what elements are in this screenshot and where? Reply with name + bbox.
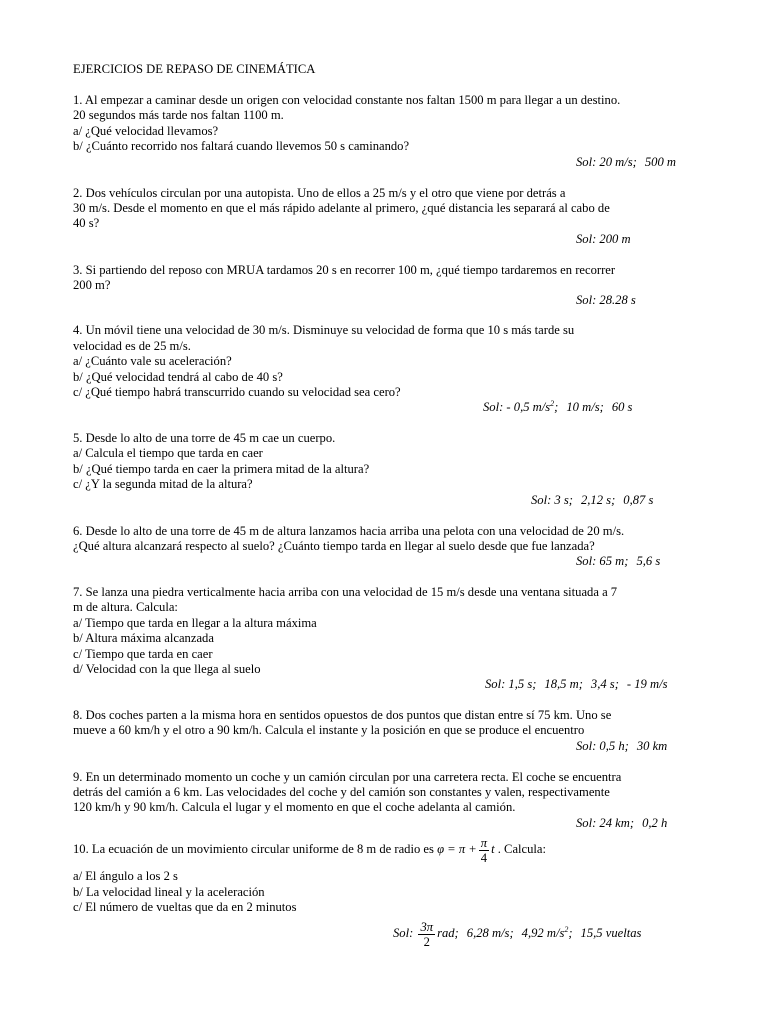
exercise-4-line-2: velocidad es de 25 m/s. — [73, 339, 191, 353]
exercise-5-line-1: 5. Desde lo alto de una torre de 45 m cae un cuerpo. — [73, 431, 336, 445]
exercise-4-question-a: a/ ¿Cuánto vale su aceleración? — [73, 354, 232, 368]
exercise-10-question-a: a/ El ángulo a los 2 s — [73, 869, 178, 883]
fraction-numerator: 3π — [420, 919, 434, 934]
exercise-9-solution — [576, 816, 667, 832]
exercise-1-line-1: 1. Al empezar a caminar desde un origen con velocidad constante nos faltan 1500 m para llegar a un destino. — [73, 93, 621, 107]
solution-part: 10 m/s; — [566, 400, 604, 414]
squared-superscript: 2 — [550, 399, 555, 408]
exercise-1-question-a: a/ ¿Qué velocidad llevamos? — [73, 124, 219, 138]
solution-prefix: Sol: — [393, 926, 414, 940]
exercise-7-question-c: c/ Tiempo que tarda en caer — [73, 647, 213, 661]
solution-part: 500 m — [644, 155, 677, 169]
exercise-5-question-b: b/ ¿Qué tiempo tarda en caer la primera mitad de la altura? — [73, 462, 370, 476]
solution-part: rad; — [437, 926, 459, 940]
exercise-9-line-3: 120 km/h y 90 km/h. Calcula el lugar y el momento en que el coche adelanta al camión. — [73, 800, 516, 814]
fraction-denominator: 2 — [423, 934, 430, 949]
exercise-2-line-3: 40 s? — [73, 216, 100, 230]
solution-part: Sol: 0,5 h; — [576, 739, 629, 753]
exercise-7-solution — [485, 677, 668, 693]
exercise-4-solution: Sol: - 0,5 $m/s^2$; 10 m/s; 60 s — [483, 399, 633, 414]
exercise-10-line-1 — [73, 832, 546, 866]
exercise-10-question-b: b/ La velocidad lineal y la aceleración — [73, 885, 265, 899]
angle-equation-lhs: φ = π + — [437, 842, 477, 856]
exercise-4-question-c: c/ ¿Qué tiempo habrá transcurrido cuando su velocidad sea cero? — [73, 385, 401, 399]
exercise-10-intro: 10. La ecuación de un movimiento circular uniforme de 8 m de radio es — [73, 842, 434, 856]
exercise-6-line-2: ¿Qué altura alcanzará respecto al suelo? ¿Cuánto tiempo tarda en llegar al suelo desde que fue lanzada? — [73, 539, 595, 553]
angle-equation-variable: t — [491, 842, 495, 856]
exercise-10-question-c: c/ El número de vueltas que da en 2 minutos — [73, 900, 297, 914]
exercise-6-solution — [576, 554, 660, 570]
solution-part: Sol: 200 m — [576, 232, 631, 246]
solution-part: 15,5 vueltas — [580, 926, 642, 940]
solution-part: 6,28 m/s; — [466, 926, 514, 940]
page-title: EJERCICIOS DE REPASO DE CINEMÁTICA — [73, 62, 316, 76]
exercise-3-solution — [576, 293, 636, 309]
exercise-7-question-b: b/ Altura máxima alcanzada — [73, 631, 214, 645]
exercise-2-line-2: 30 m/s. Desde el momento en que el más rápido adelante al primero, ¿qué distancia les separará al cabo de — [73, 201, 610, 215]
exercise-4-line-1: 4. Un móvil tiene una velocidad de 30 m/s. Disminuye su velocidad de forma que 10 s más tarde su — [73, 323, 575, 337]
solution-part: 5,6 s — [636, 554, 661, 568]
solution-part: Sol: 3 s; — [531, 493, 573, 507]
solution-part: Sol: 20 m/s; — [576, 155, 637, 169]
exercise-7-line-2: m de altura. Calcula: — [73, 600, 178, 614]
solution-part: - 19 m/s — [626, 677, 668, 691]
exercise-8-line-2: mueve a 60 km/h y el otro a 90 km/h. Calcula el instante y la posición en que se produce el encuentro — [73, 723, 585, 737]
exercise-7-question-d: d/ Velocidad con la que llega al suelo — [73, 662, 261, 676]
solution-part: 0,87 s — [623, 493, 654, 507]
solution-part: Sol: 1,5 s; — [485, 677, 537, 691]
solution-part: 4,92 m/s — [521, 926, 565, 940]
solution-part: 30 km — [636, 739, 668, 753]
solution-part: Sol: - 0,5 m/s — [483, 400, 551, 414]
exercise-9-line-1: 9. En un determinado momento un coche y un camión circulan por una carretera recta. El coche se encuentra — [73, 770, 622, 784]
exercise-3-line-1: 3. Si partiendo del reposo con MRUA tardamos 20 s en recorrer 100 m, ¿qué tiempo tardaremos en recorrer — [73, 263, 616, 277]
exercise-1-solution — [576, 155, 676, 171]
exercise-9-line-2: detrás del camión a 6 km. Las velocidades del coche y del camión son constantes y valen, respectivamente — [73, 785, 610, 799]
solution-part: Sol: 28.28 s — [576, 293, 636, 307]
solution-part: Sol: 65 m; — [576, 554, 629, 568]
exercise-2-line-1: 2. Dos vehículos circulan por una autopista. Uno de ellos a 25 m/s y el otro que viene por detrás a — [73, 186, 566, 200]
exercise-8-solution — [576, 739, 667, 755]
pi-over-4-fraction — [479, 836, 489, 865]
exercise-6-line-1: 6. Desde lo alto de una torre de 45 m de altura lanzamos hacia arriba una pelota con una velocidad de 20 m/s. — [73, 524, 625, 538]
solution-part: 3,4 s; — [590, 677, 619, 691]
exercise-1-question-b: b/ ¿Cuánto recorrido nos faltará cuando llevemos 50 s caminando? — [73, 139, 410, 153]
solution-part: 60 s — [611, 400, 633, 414]
exercise-1-line-2: 20 segundos más tarde nos faltan 1100 m. — [73, 108, 284, 122]
exercise-10-outro: . Calcula: — [497, 842, 547, 856]
squared-superscript: 2 — [564, 925, 569, 934]
solution-part: 18,5 m; — [544, 677, 583, 691]
exercise-2-solution — [576, 232, 631, 248]
exercise-5-question-c: c/ ¿Y la segunda mitad de la altura? — [73, 477, 253, 491]
solution-part: 2,12 s; — [580, 493, 616, 507]
exercise-8-line-1: 8. Dos coches parten a la misma hora en sentidos opuestos de dos puntos que distan entre sí 75 km. Uno se — [73, 708, 612, 722]
exercise-5-question-a: a/ Calcula el tiempo que tarda en caer — [73, 446, 263, 460]
exercise-5-solution — [531, 493, 653, 509]
fraction-numerator: π — [480, 835, 488, 850]
exercise-10-solution: Sol: $\frac{3\pi}{2}$ rad; 6,28 m/s; 4,92 $m/s^2$; 15,5 vueltas — [393, 919, 642, 949]
solution-part: Sol: 24 km; — [576, 816, 635, 830]
fraction-denominator: 4 — [480, 850, 488, 865]
exercise-7-question-a: a/ Tiempo que tarda en llegar a la altura máxima — [73, 616, 317, 630]
exercise-7-line-1: 7. Se lanza una piedra verticalmente hacia arriba con una velocidad de 15 m/s desde una ventana situada a 7 — [73, 585, 618, 599]
solution-part: 0,2 h — [642, 816, 668, 830]
three-pi-over-two-fraction — [418, 920, 435, 949]
exercise-3-line-2: 200 m? — [73, 278, 111, 292]
exercise-4-question-b: b/ ¿Qué velocidad tendrá al cabo de 40 s? — [73, 370, 283, 384]
